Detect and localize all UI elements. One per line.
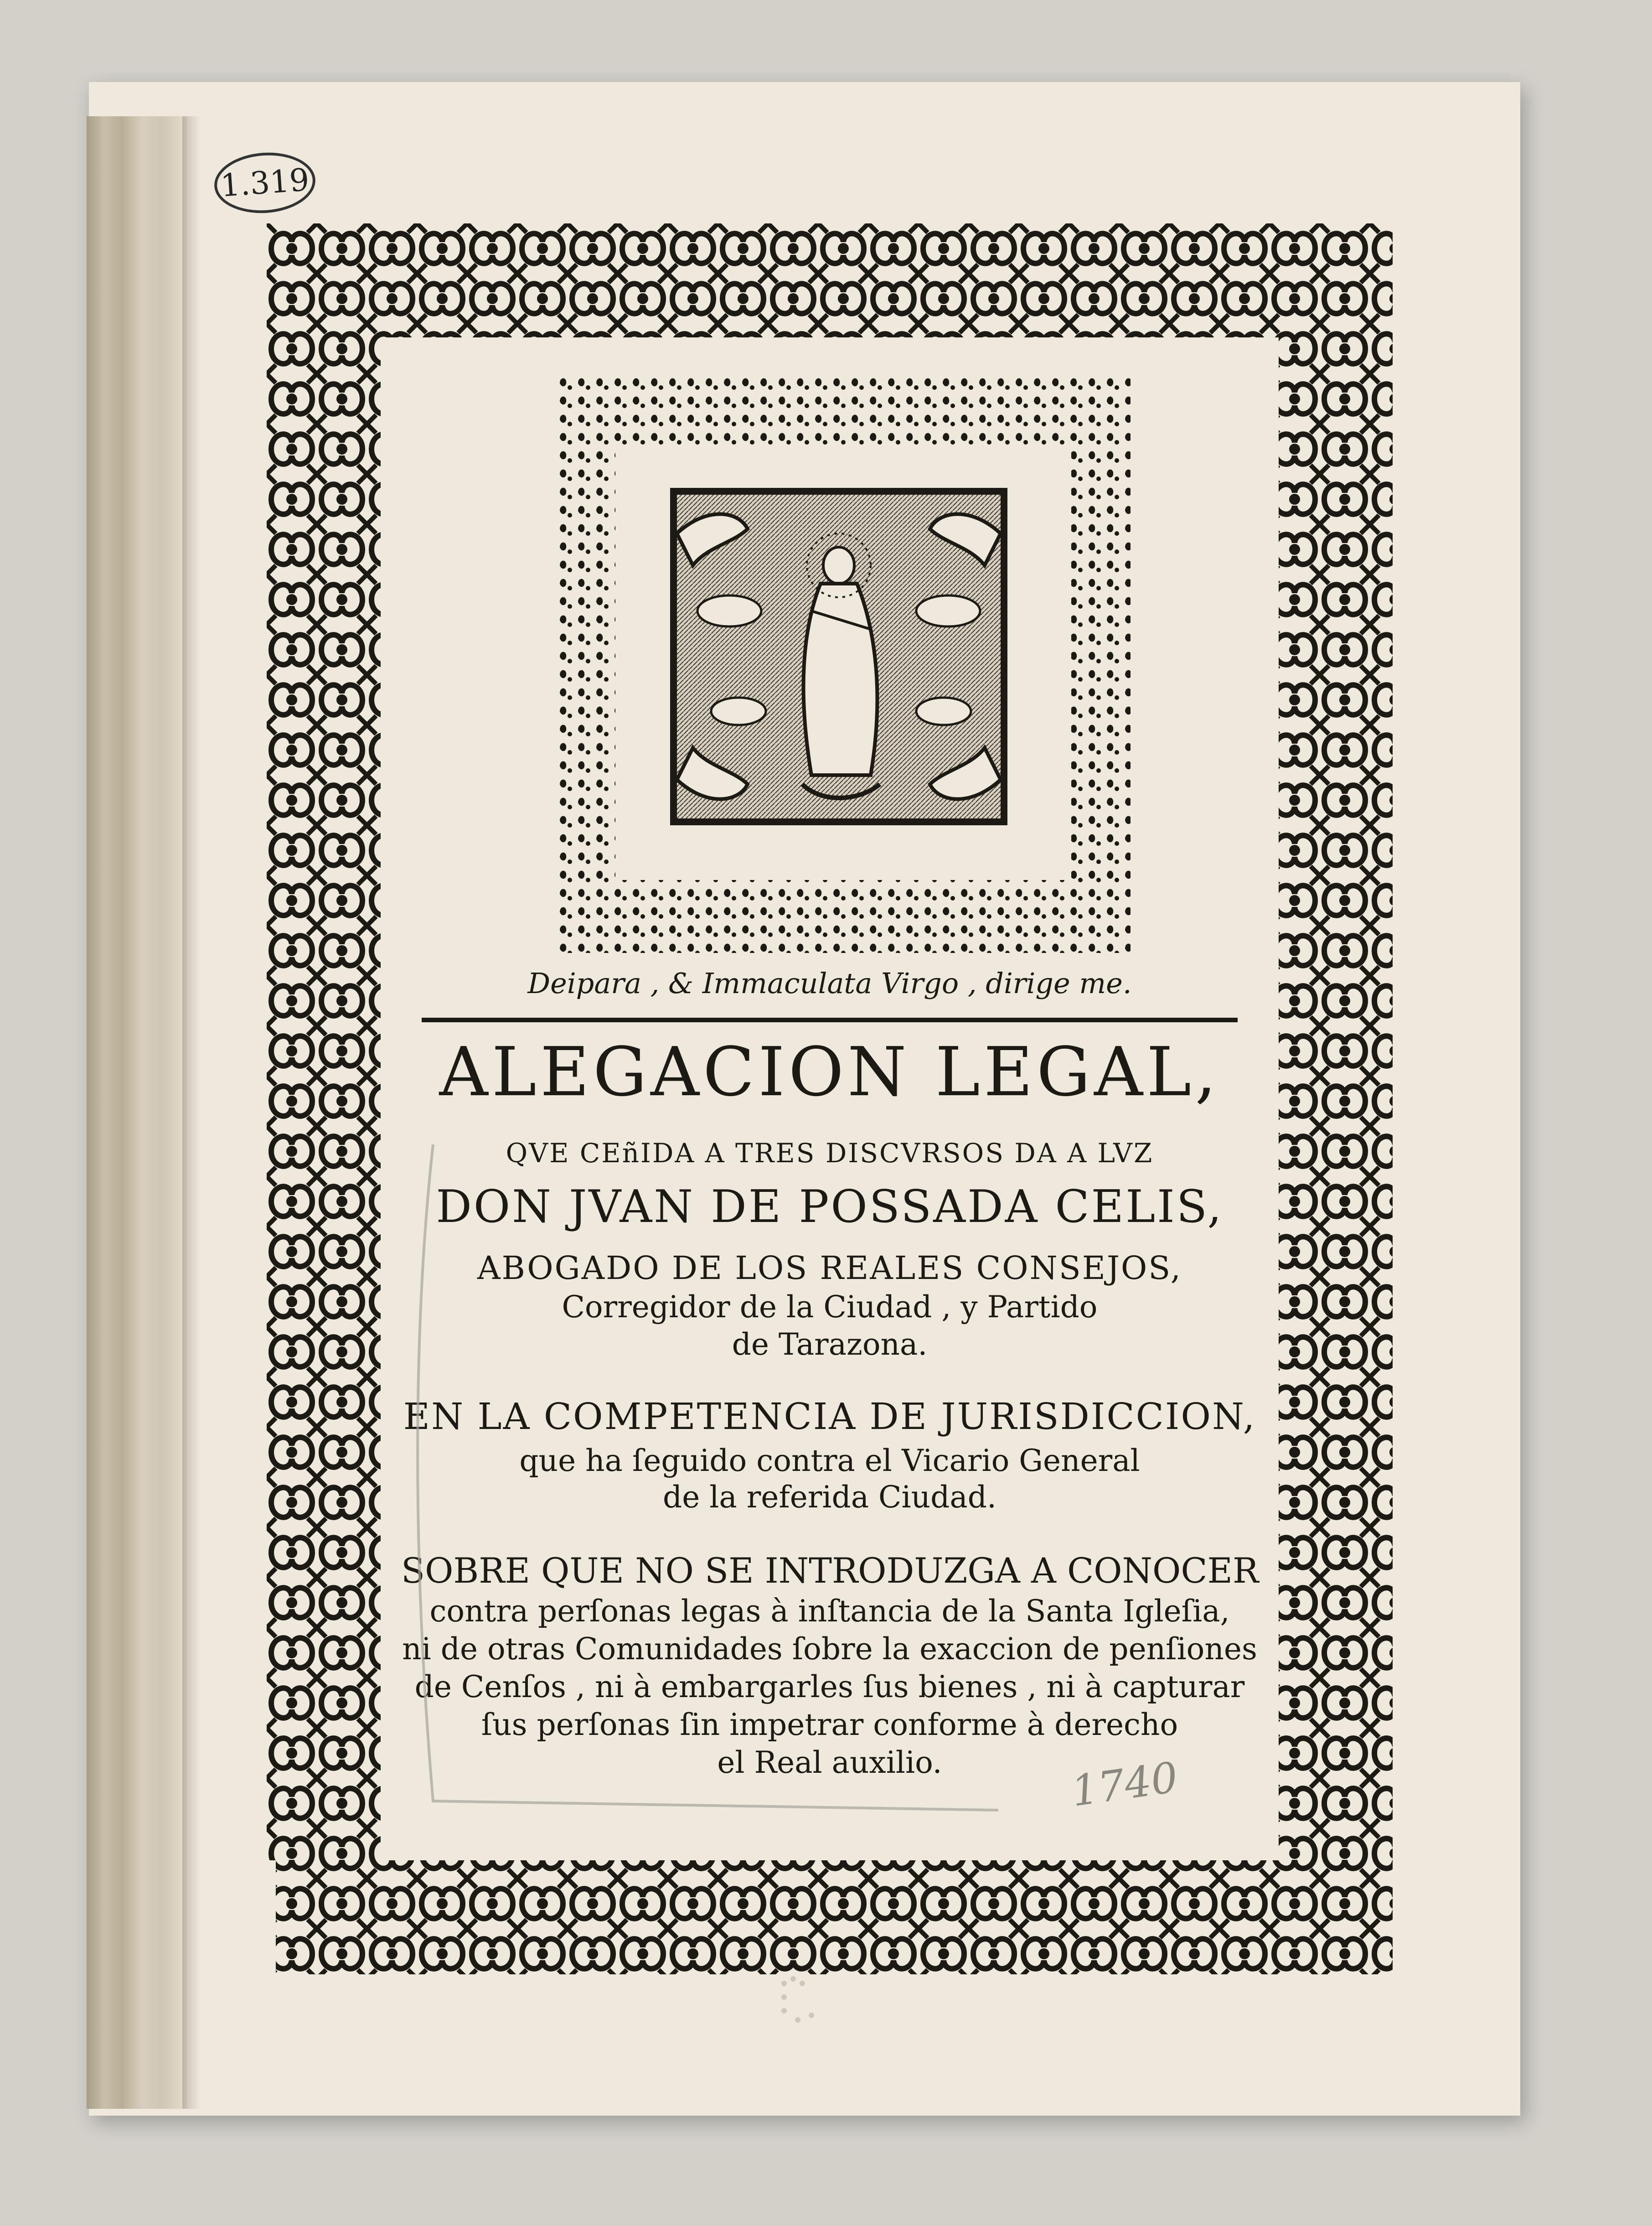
page-title: ALEGACION LEGAL, [439,1033,1220,1111]
virgin-woodcut-icon [556,374,1131,953]
author-role: ABOGADO DE LOS REALES CONSEJOS, [477,1249,1182,1287]
subtitle: QVE CEñIDA A TRES DISCVRSOS DA A LVZ [506,1138,1154,1169]
sobre-line: el Real auxilio. [717,1745,942,1780]
office-line: Corregidor de la Ciudad , y Partido [562,1289,1098,1325]
pencil-bracket-mark [406,1126,1017,1828]
shelfmark-label: 1.319 [212,149,318,216]
spine-shadow [182,116,201,2109]
competencia-line: de la referida Ciudad. [663,1480,996,1515]
divider-rule [422,1018,1238,1022]
sobre-line: de Cenſos , ni à embargarles ſus bienes , ni à capturar [414,1669,1245,1704]
sobre-line: ſus perſonas ſin impetrar conforme à derecho [481,1707,1178,1742]
pencil-annotation: 1740 [1068,1753,1181,1816]
book-spine [87,116,187,2109]
competencia-line: que ha ſeguido contra el Vicario General [519,1443,1140,1478]
sobre-heading: SOBRE QUE NO SE INTRODUZGA A CONOCER [401,1550,1259,1591]
perforation-mark [775,1974,830,2029]
sobre-line: ni de otras Comunidades ſobre la exaccion de penſiones [402,1631,1257,1667]
office-line: de Tarazona. [732,1327,928,1362]
competencia-heading: EN LA COMPETENCIA DE JURISDICCION, [403,1395,1256,1438]
sobre-line: contra perſonas legas à inſtancia de la Santa Igleſia, [429,1594,1230,1629]
motto: Deipara , & Immaculata Virgo , dirige me. [527,967,1132,1000]
author-name: DON JVAN DE POSSADA CELIS, [436,1181,1224,1233]
